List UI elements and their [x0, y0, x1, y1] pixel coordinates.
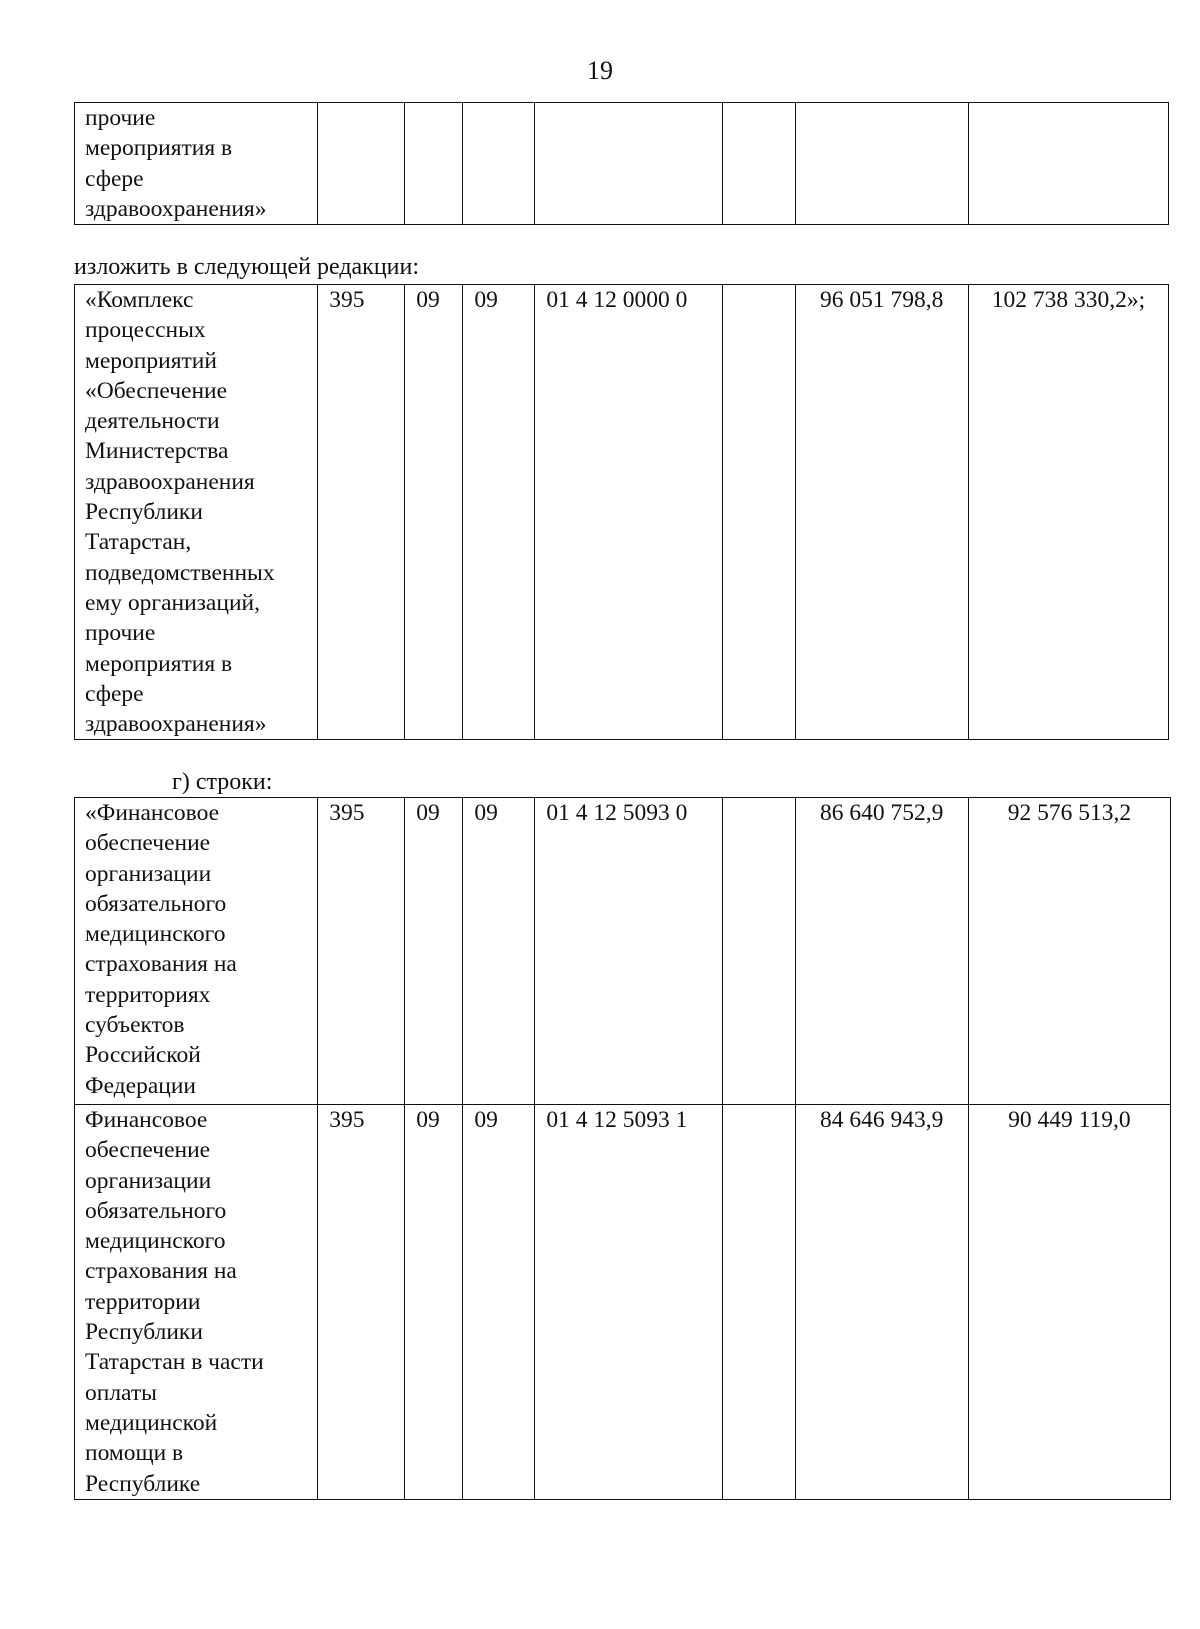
section-cell [405, 103, 463, 225]
grbs-cell: 395 [318, 798, 405, 1105]
subsection-cell: 09 [463, 285, 535, 740]
target-article-cell [535, 103, 722, 225]
row-name-cell: прочие мероприятия в сфере здравоохранения» [75, 103, 318, 225]
row-name-cell: «Комплекс процессных мероприятий «Обеспечение деятельности Министерства здравоохранения Республики Татарстан, подведомственных ему организаций, прочие мероприятия в сфере здравоохранения» [75, 285, 318, 740]
table-previous-row-fragment [74, 102, 1169, 225]
table-new-wording [74, 284, 1169, 740]
section-cell: 09 [405, 285, 463, 740]
page-number: 19 [587, 56, 613, 85]
subsection-cell: 09 [463, 1105, 535, 1500]
subsection-cell [463, 103, 535, 225]
amount-year1-cell [795, 103, 968, 225]
amount-year2-cell: 92 576 513,2 [968, 798, 1170, 1105]
grbs-cell: 395 [318, 285, 405, 740]
section-cell: 09 [405, 798, 463, 1105]
instruction-new-wording: изложить в следующей редакции: [74, 254, 420, 280]
amount-year2-cell: 102 738 330,2»; [968, 285, 1168, 740]
expense-type-cell [722, 1105, 795, 1500]
amount-year1-cell: 96 051 798,8 [795, 285, 968, 740]
table-rows-g [74, 797, 1171, 1500]
grbs-cell: 395 [318, 1105, 405, 1500]
amount-year1-cell: 86 640 752,9 [795, 798, 968, 1105]
table-row [75, 798, 1171, 1105]
instruction-rows: г) строки: [172, 769, 273, 795]
table-row [75, 1105, 1171, 1500]
row-name-cell: Финансовое обеспечение организации обязательного медицинского страхования на территории Республики Татарстан в части оплаты медицинской помощи в Республике [75, 1105, 318, 1500]
table-row [75, 285, 1169, 740]
target-article-cell: 01 4 12 5093 0 [535, 798, 722, 1105]
expense-type-cell [722, 285, 795, 740]
section-cell: 09 [405, 1105, 463, 1500]
expense-type-cell [722, 798, 795, 1105]
amount-year2-cell: 90 449 119,0 [968, 1105, 1170, 1500]
amount-year2-cell [968, 103, 1168, 225]
grbs-cell [318, 103, 405, 225]
target-article-cell: 01 4 12 0000 0 [535, 285, 722, 740]
table-row [75, 103, 1169, 225]
amount-year1-cell: 84 646 943,9 [795, 1105, 968, 1500]
row-name-cell: «Финансовое обеспечение организации обязательного медицинского страхования на территориях субъектов Российской Федерации [75, 798, 318, 1105]
subsection-cell: 09 [463, 798, 535, 1105]
expense-type-cell [722, 103, 795, 225]
target-article-cell: 01 4 12 5093 1 [535, 1105, 722, 1500]
